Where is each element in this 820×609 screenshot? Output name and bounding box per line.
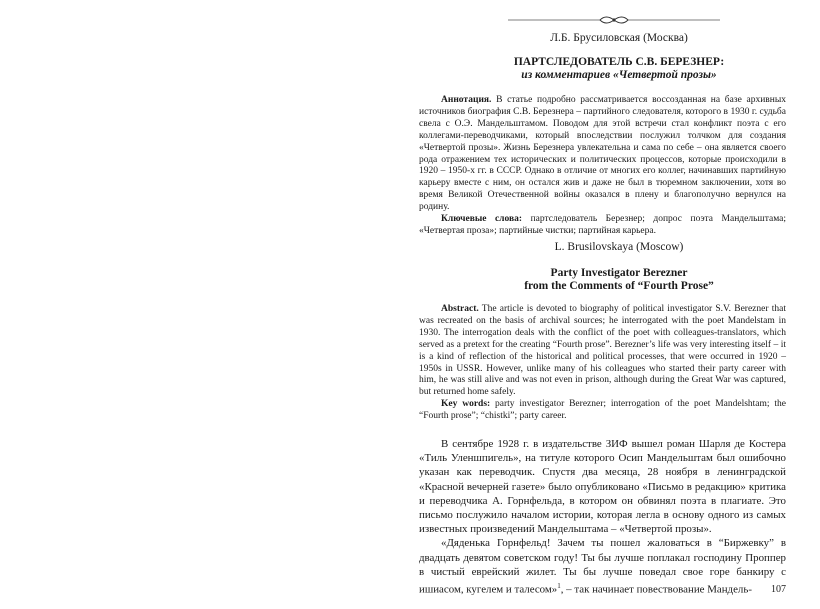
- author-en: L. Brusilovskaya (Moscow): [554, 241, 684, 253]
- title-en-line2: from the Comments of “Fourth Prose”: [524, 280, 714, 292]
- abstract-en: [419, 304, 786, 423]
- article-title-ru: [418, 56, 820, 82]
- keywords-en-text: party investigator Berezner; interrogation of the poet Mandelshtam; the “Fourth prose”; “chistki”; party career.: [419, 399, 787, 422]
- title-en-line1: Party Investigator Berezner: [550, 267, 688, 279]
- abstract-ru-label: Аннотация.: [441, 95, 492, 105]
- abstract-en-label: Abstract.: [441, 304, 479, 314]
- keywords-en-paragraph: [419, 399, 786, 423]
- article-title-en: [418, 267, 820, 293]
- body-paragraph-2-start: «Дяденька Горнфельд! Зачем ты пошел жаловаться в “Биржевку” в двадцать девятом советском году! Ты бы лучше поплакал господину Проппер в чистый еврейский жилет. Ты бы лучше поведал свое горе банкиру с ишиасом, кугелем и талесом»: [419, 537, 786, 596]
- body-paragraph-1: В сентябре 1928 г. в издательстве ЗИФ вышел роман Шарля де Костера «Тиль Уленшпигель», на титуле которого Осип Мандельштам был ошибочно указан как переводчик. Спустя два месяца, 28 ноября в ленинградской «Красной вечерней газете» было опубликовано «Письмо в редакцию» критика и переводчика А. Горнфельда, в котором он обвинял поэта в плагиате. Это письмо послужило началом истории, которая легла в основу одного из самых известных произведений Мандельштама – «Четвертой прозы».: [419, 438, 786, 536]
- page-number: 107: [771, 584, 786, 595]
- keywords-en-label: Key words:: [441, 399, 491, 410]
- body-paragraph-2-end: , – так начинает повествование Мандель-: [560, 583, 752, 596]
- author-ru: Л.Б. Брусиловская (Москва): [550, 32, 688, 44]
- abstract-ru-paragraph: [419, 95, 786, 214]
- abstract-ru: [419, 95, 786, 238]
- keywords-ru-paragraph: [419, 214, 786, 238]
- footnote-reference[interactable]: 1: [557, 582, 561, 591]
- abstract-en-paragraph: [419, 304, 786, 399]
- keywords-ru-label: Ключевые слова:: [441, 214, 523, 225]
- keywords-ru-text: партследователь Березнер; допрос поэта Мандельштама; «Четвертая проза»; партийные чистки; партийная карьера.: [419, 214, 787, 236]
- abstract-ru-text: В статье подробно рассматривается воссозданная на базе архивных источников биография С.В. Березнера – партийного следователя, которого в 1930 г. судьба свела с О.Э. Мандельштамом. Поводом для этой встречи стал конфликт поэта с его коллегами-переводчиками, который впоследствии послужил толчком для создания «Четвертой прозы». Жизнь Березнера увлекательна и сама по себе – она является своего рода отражением тех исторических и политических процессов, которые происходили в 1920 – 1950-х гг. в СССР. Однако в отличие от многих его коллег, начинавших партийную карьеру вместе с ним, он остался жив и даже не был в тюремном заключении, хотя во время Великой Отечественной войны оказался в плену и благополучно вернулся на родину.: [419, 95, 786, 213]
- abstract-en-text: The article is devoted to biography of political investigator S.V. Berezner that was recreated on the basis of archival sources; he interrogated with the poet Mandelstam in 1930. The interrogation deals with the conflict of the poet with colleagues-translators, which served as a pretext for the creating “Fourth prose”. Berezner’s life was very interesting itself – it is a kind of reflection of the historical and political processes, that were occurred in 1920 – 1950s in USSR. However, unlike many of his colleagues who started their party career with him, he was still alive and was not even in prison, although during the Great War was captured, but returned home safely.: [419, 304, 786, 398]
- title-main-ru: ПАРТСЛЕДОВАТЕЛЬ С.В. БЕРЕЗНЕР:: [513, 56, 725, 68]
- article-body: [419, 437, 786, 597]
- body-paragraph-2: [419, 536, 786, 596]
- title-subtitle-ru: из комментариев «Четвертой прозы»: [521, 69, 717, 81]
- header-ornament: [508, 14, 720, 26]
